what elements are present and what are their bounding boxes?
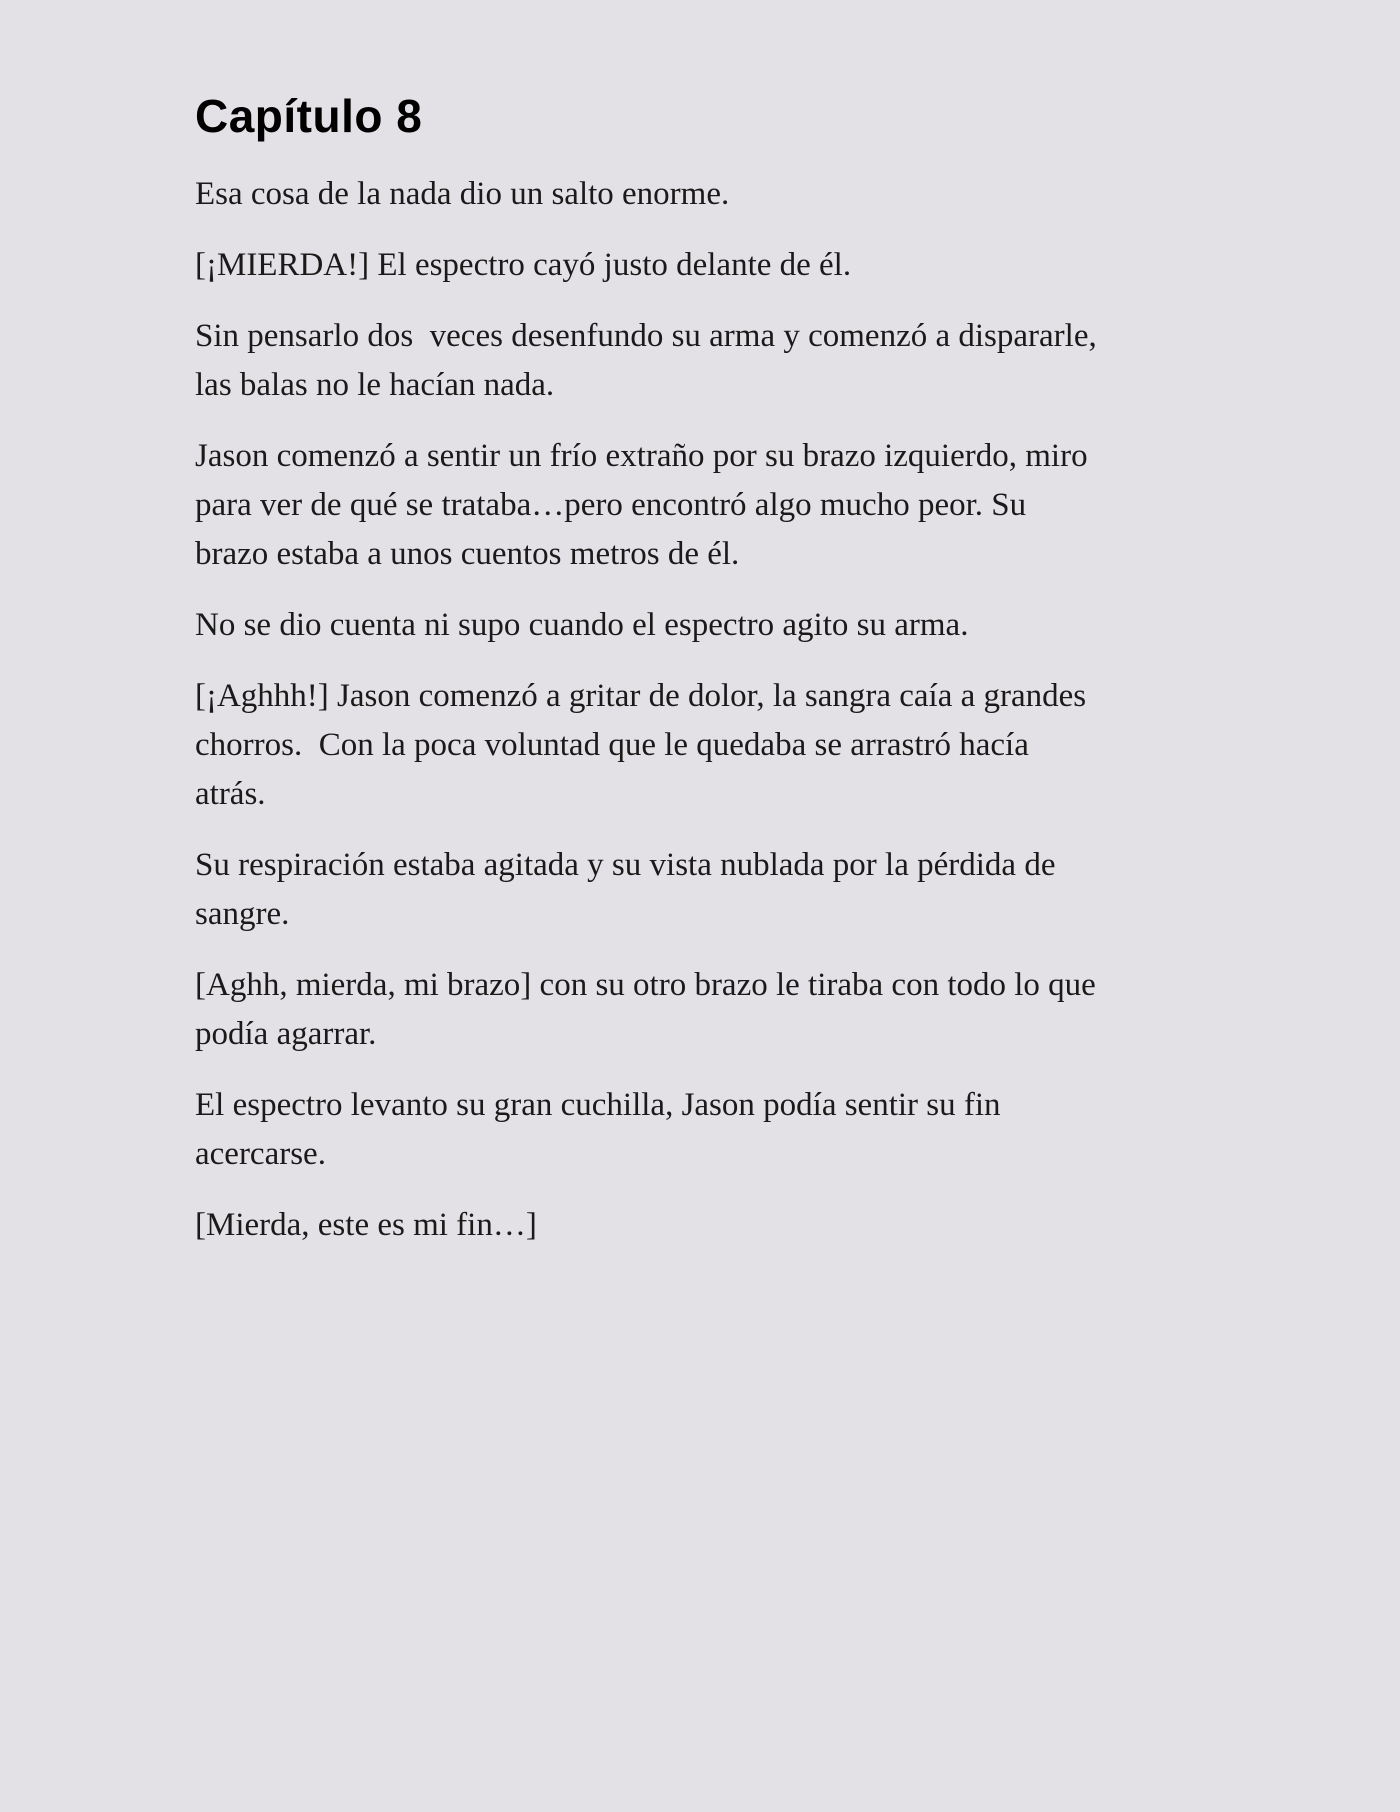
paragraph: Sin pensarlo dos veces desenfundo su arma y comenzó a dispararle, las balas no le hacían nada. bbox=[195, 318, 1097, 403]
paragraph: Su respiración estaba agitada y su vista nublada por la pérdida de sangre. bbox=[195, 847, 1056, 932]
paragraph: [Aghh, mierda, mi brazo] con su otro brazo le tiraba con todo lo que podía agarrar. bbox=[195, 967, 1096, 1052]
paragraph: Jason comenzó a sentir un frío extraño por su brazo izquierdo, miro para ver de qué se trataba…pero encontró algo mucho peor. Su brazo estaba a unos cuentos metros de él. bbox=[195, 438, 1088, 572]
chapter-title: Capítulo 8 bbox=[195, 90, 423, 142]
paragraph: No se dio cuenta ni supo cuando el espectro agito su arma. bbox=[195, 607, 969, 643]
paragraph: [¡MIERDA!] El espectro cayó justo delante de él. bbox=[195, 247, 852, 283]
document-page bbox=[195, 86, 1225, 1272]
paragraph: Esa cosa de la nada dio un salto enorme. bbox=[195, 176, 730, 212]
paragraph: [Mierda, este es mi fin…] bbox=[195, 1207, 537, 1243]
paragraph: El espectro levanto su gran cuchilla, Jason podía sentir su fin acercarse. bbox=[195, 1087, 1001, 1172]
paragraph: [¡Aghhh!] Jason comenzó a gritar de dolor, la sangra caía a grandes chorros. Con la poca voluntad que le quedaba se arrastró hacía atrás. bbox=[195, 678, 1087, 812]
